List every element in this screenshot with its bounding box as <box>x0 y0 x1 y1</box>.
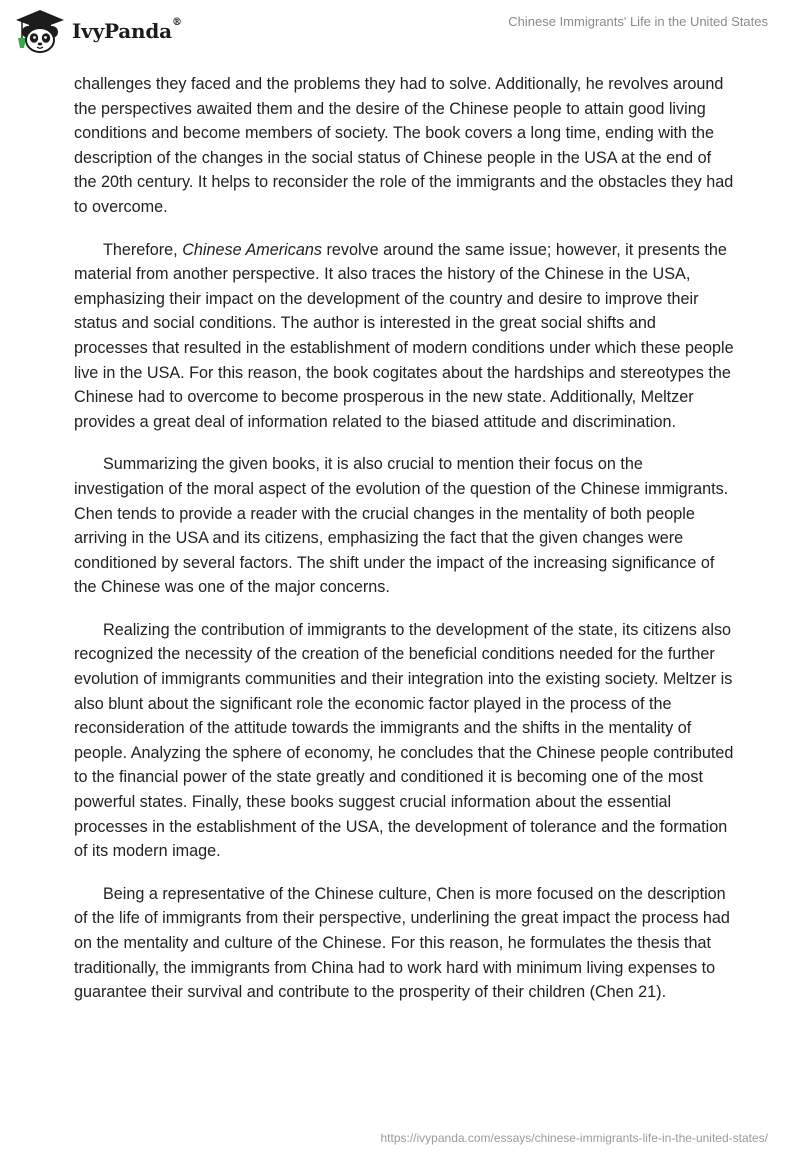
book-title: Chinese Americans <box>182 240 322 259</box>
paragraph: Summarizing the given books, it is also crucial to mention their focus on the investigation of the moral aspect of the evolution of the question of the Chinese immigrants. Chen tends to provide a reader with the crucial changes in the mentality of both people arriving in the USA and its citizens, emphasizing the fact that the given changes were conditioned by several factors. The shift under the impact of the increasing significance of the Chinese was one of the major concerns. <box>74 455 729 597</box>
brand-name: IvyPanda® <box>72 17 182 43</box>
page-header <box>0 0 800 64</box>
paragraph: Therefore, Chinese Americans revolve around the same issue; however, it presents the material from another perspective. It also traces the history of the Chinese in the USA, emphasizing their impact on the development of the country and desire to improve their status and social conditions. The author is interested in the great social shifts and processes that resulted in the establishment of modern conditions under which these people live in the USA. For this reason, the book cogitates about the hardships and stereotypes the Chinese had to overcome to become prosperous in the new state. Additionally, Meltzer provides a great deal of information related to the biased attitude and discrimination. <box>74 240 734 431</box>
panda-graduate-icon <box>14 8 66 54</box>
paragraph: challenges they faced and the problems they had to solve. Additionally, he revolves around the perspectives awaited them and the desire of the Chinese people to attain good living conditions and become members of society. The book covers a long time, ending with the description of the changes in the social status of Chinese people in the USA at the end of the 20th century. It helps to reconsider the role of the immigrants and the obstacles they had to overcome. <box>74 75 734 216</box>
paragraph: Realizing the contribution of immigrants to the development of the state, its citizens also recognized the necessity of the creation of the beneficial conditions needed for the further evolution of immigrants communities and their integration into the existing society. Meltzer is also blunt about the significant role the economic factor played in the process of the reconsideration of the attitude towards the immigrants and the shifts in the mentality of people. Analyzing the sphere of economy, he concludes that the Chinese people contributed to the financial power of the state greatly and conditioned it is becoming one of the most powerful states. Finally, these books suggest crucial information about the essential processes in the establishment of the USA, the development of tolerance and the formation of its modern image. <box>74 620 734 861</box>
source-url[interactable]: https://ivypanda.com/essays/chinese-immigrants-life-in-the-united-states/ <box>380 1131 768 1145</box>
document-title: Chinese Immigrants' Life in the United States <box>508 14 768 29</box>
essay-body <box>74 72 734 1023</box>
brand-logo[interactable] <box>14 8 182 54</box>
paragraph: Being a representative of the Chinese culture, Chen is more focused on the description of the life of immigrants from their perspective, underlining the great impact the process had on the mentality and culture of the Chinese. For this reason, he formulates the thesis that traditionally, the immigrants from China had to work hard with minimum living expenses to guarantee their survival and contribute to the prosperity of their children (Chen 21). <box>74 884 730 1002</box>
